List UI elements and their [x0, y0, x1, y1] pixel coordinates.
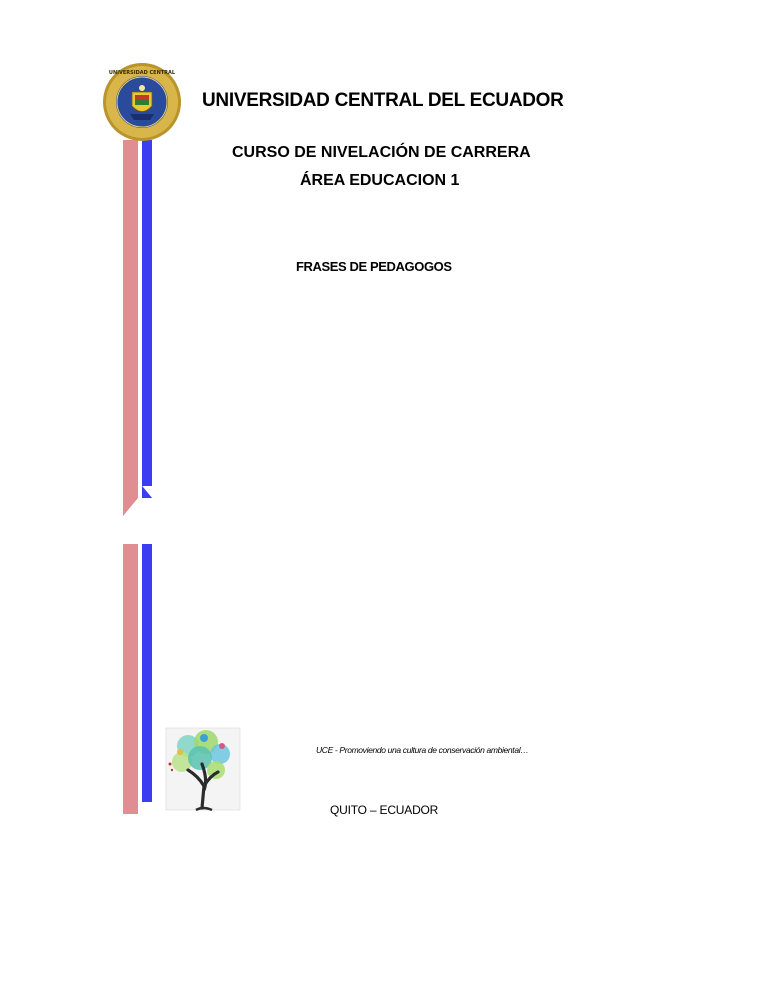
stripe-notch	[120, 486, 156, 518]
course-title: CURSO DE NIVELACIÓN DE CARRERA	[232, 144, 531, 161]
slogan-text: UCE - Promoviendo una cultura de conservación ambiental…	[316, 745, 529, 755]
svg-text:UNIVERSIDAD CENTRAL: UNIVERSIDAD CENTRAL	[108, 70, 176, 76]
pink-stripe-bottom	[123, 544, 138, 814]
tree-icon	[158, 724, 244, 816]
institution-title: UNIVERSIDAD CENTRAL DEL ECUADOR	[202, 90, 564, 111]
area-title: ÁREA EDUCACION 1	[300, 172, 460, 189]
location-text: QUITO – ECUADOR	[330, 803, 439, 817]
pink-stripe-top	[123, 140, 138, 516]
blue-stripe-top	[142, 140, 152, 498]
document-topic: FRASES DE PEDAGOGOS	[296, 259, 452, 274]
university-seal-icon	[102, 62, 182, 142]
blue-stripe-bottom	[142, 544, 152, 802]
